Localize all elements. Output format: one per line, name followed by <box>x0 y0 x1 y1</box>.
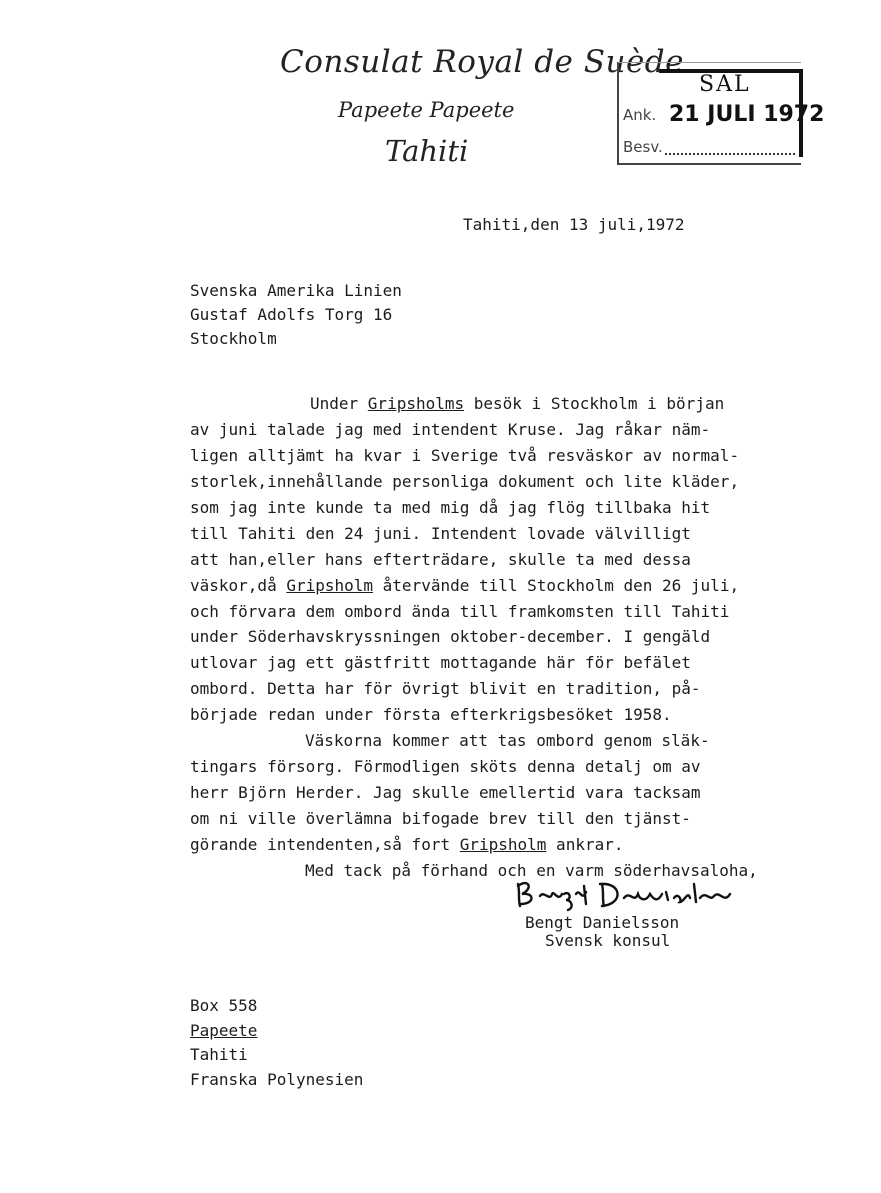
body-line: utlovar jag ett gästfritt mottagande här för befälet <box>190 653 691 673</box>
recipient-line: Gustaf Adolfs Torg 16 <box>190 305 393 324</box>
body-line: av juni talade jag med intendent Kruse. Jag råkar näm- <box>190 419 711 439</box>
body-line: ligen alltjämt ha kvar i Sverige två resväskor av normal- <box>190 445 740 465</box>
ship-name: Gripsholm <box>286 575 374 595</box>
sender-line: Franska Polynesien <box>190 1069 364 1089</box>
letterhead-island: Tahiti <box>385 134 469 168</box>
body-line: tingars försorg. Förmodligen sköts denna detalj om av <box>190 757 701 777</box>
sender-line: Box 558 <box>190 996 258 1015</box>
received-stamp <box>617 62 825 162</box>
body-line: herr Björn Herder. Jag skulle emellertid vara tacksam <box>190 783 701 803</box>
signatory-title: Svensk konsul <box>545 931 671 950</box>
ship-name: Gripsholm <box>459 834 547 854</box>
sender-address <box>190 994 363 1092</box>
body-line: under Söderhavskryssningen oktober-december. I gengäld <box>190 627 711 647</box>
handwritten-signature <box>512 876 742 912</box>
body-line: började redan under första efterkrigsbesöket 1958. <box>190 705 672 725</box>
sender-line: Papeete <box>190 1020 258 1040</box>
body-line: ombord. Detta har för övrigt blivit en tradition, på- <box>190 679 701 699</box>
body-line: väskor,då Gripsholm återvände till Stockholm den 26 juli, <box>190 575 740 595</box>
recipient-line: Stockholm <box>190 329 277 348</box>
letterhead-city: Papeete Papeete <box>338 98 515 122</box>
body-line: görande intendenten,så fort Gripsholm ankrar. <box>190 834 624 854</box>
recipient-address <box>190 279 402 351</box>
letterhead-consulate-name: Consulat Royal de Suède <box>280 44 684 80</box>
body-line: och förvara dem ombord ända till framkomsten till Tahiti <box>190 601 730 621</box>
body-line: Under Gripsholms besök i Stockholm i början <box>310 394 725 413</box>
letter-date: Tahiti,den 13 juli,1972 <box>463 215 685 234</box>
ship-name: Gripsholms <box>367 394 465 413</box>
stamp-besv-label: Besv. <box>623 138 663 156</box>
recipient-line: Svenska Amerika Linien <box>190 281 402 300</box>
body-line: storlek,innehållande personliga dokument och lite kläder, <box>190 471 740 491</box>
body-line: att han,eller hans efterträdare, skulle ta med dessa <box>190 549 691 569</box>
letter-body <box>190 391 758 884</box>
body-line: om ni ville överlämna bifogade brev till den tjänst- <box>190 809 691 828</box>
stamp-dotted-line <box>665 153 795 155</box>
sender-line: Tahiti <box>190 1045 248 1064</box>
body-line: som jag inte kunde ta med mig då jag flög tillbaka hit <box>190 497 711 517</box>
signatory-name: Bengt Danielsson <box>525 913 680 932</box>
stamp-date: 21 JULI 1972 <box>669 102 825 127</box>
stamp-ank-label: Ank. <box>623 106 657 124</box>
body-line: till Tahiti den 24 juni. Intendent lovade välvilligt <box>190 523 691 543</box>
stamp-title: SAL <box>699 72 751 97</box>
body-line: Med tack på förhand och en varm söderhavsaloha, <box>305 860 758 880</box>
body-line: Väskorna kommer att tas ombord genom släk- <box>305 731 710 751</box>
